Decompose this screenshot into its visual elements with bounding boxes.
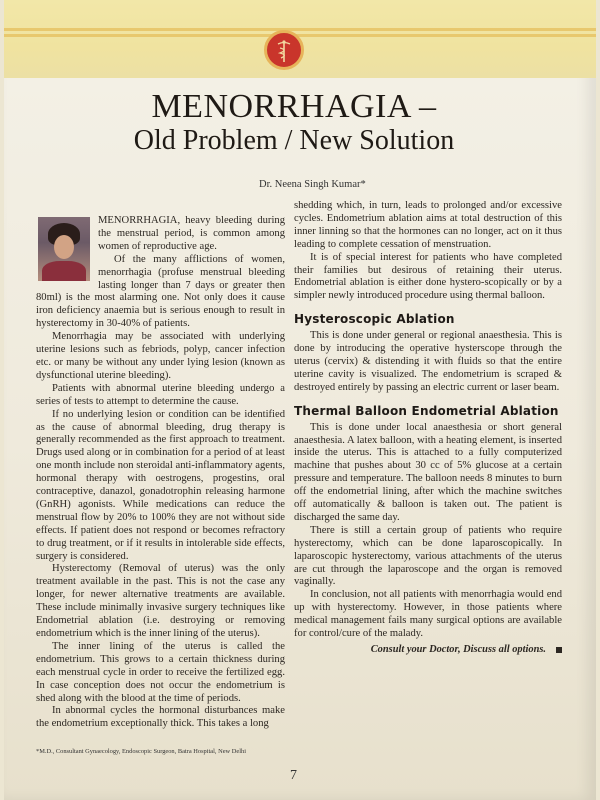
caduceus-icon (275, 39, 293, 63)
closing-text: Consult your Doctor, Discuss all options. (370, 644, 546, 655)
section-heading: Hysteroscopic Ablation (294, 312, 455, 327)
left-column (36, 215, 285, 731)
closing-line (294, 644, 562, 657)
band-stripe (4, 28, 596, 31)
page-number: 7 (290, 768, 297, 783)
paragraph: This is done under general or regional anaesthesia. This is done by introducing the operative hysterscope through the uterus (cervix) & distending it with fluids so that the entire uterine cavity is visualized. The endometrium is scraped & destroyed entirely by passing an electric current or laser beam. (294, 330, 562, 393)
right-column (294, 200, 562, 657)
photo-body (42, 261, 86, 281)
author-footnote: *M.D., Consultant Gynaecology, Endoscopic Surgeon, Batra Hospital, New Delhi (36, 748, 246, 755)
paragraph: shedding which, in turn, leads to prolonged and/or excessive cycles. Endometrium ablation aims at total destruction of this inner linning so that the hormones can no longer, act on it thus leading to complete cessation of menstruation. (294, 200, 562, 250)
band-stripe (4, 34, 596, 37)
author-byline: Dr. Neena Singh Kumar* (259, 179, 366, 190)
paragraph: Of the many afflictions of women, menorrhagia (profuse menstrual bleeding lasting longer than 7 days or greater then 80ml) is the most alarming one. Not only does it cause iron deficiency anaemia but is serious enough to result in hysterectomy in 30-40% of patients. (36, 253, 285, 330)
author-photo (38, 217, 90, 281)
paragraph: MENORRHAGIA, heavy bleeding during the menstrual period, is common among women of reproductive age. (98, 215, 285, 252)
paragraph: Patients with abnormal uterine bleeding undergo a series of tests to attempt to determine the cause. (36, 382, 285, 407)
paragraph: There is still a certain group of patients who require hysterectomy, which can be done laparoscopically. In laparoscopic hysterectomy, various attachments of the uterus are cut through the laparoscope and the organ is removed vaginally. (294, 524, 562, 588)
paragraph: In conclusion, not all patients with menorrhagia would end up with hysterectomy. However, in those patients where medical management fails many surgical options are available for control/cure of the malady. (294, 589, 562, 640)
paragraph: If no underlying lesion or condition can be identified as the cause of abnormal bleeding, drug therapy is generally recommended as the first approach to treatment. Drugs used along or in combination for a period of at least one month include non steroidal anti-inflammatory agents, hormonal therapy with oestrogens, progestins, oral contraceptive, danazol, gonadotrophin releasing harmone (GnRH) agonists. While medications can reduce the menstrual flow by 20% to 100% they are not without side effects. If patient does not respond or becomes refractory to drug treatment, or if it results in intolerable side effects, surgery is considered. (36, 408, 285, 562)
article-subtitle: Old Problem / New Solution (133, 125, 455, 156)
paragraph: This is done under local anaesthesia or short general anaesthesia. A latex balloon, with a heating element, is inserted inside the uterus. This is attached to a fully computerized machine that pushes about 30 cc of 5% glucose at a certain pressure and temperature. The balloon needs 8 minutes to burn off the endometrial lining, after which the machine switches off automatically & balloon is taken out. The patient is discharged the same day. (294, 421, 562, 523)
section-heading: Thermal Balloon Endometrial Ablation (294, 403, 559, 418)
paragraph: Menorrhagia may be associated with underlying uterine lesions such as febriods, polyp, cancer infection etc. or many be without any under lying lesion (known as dysfunctional uterine bleeding). (36, 331, 285, 381)
photo-face (54, 235, 74, 259)
paragraph: Hysterectomy (Removal of uterus) was the only treatment available in the past. This is not the case any longer, for newer alternative treatments are available. These include minimally invasive surgery techniques like Endometrial ablation (i.e. destroying or removing endometrium which is the inner lining of the uterus). (36, 563, 285, 639)
paragraph: In abnormal cycles the hormonal disturbances make the endometrium exceptionally thick. This takes a long (36, 705, 285, 730)
paragraph: The inner lining of the uterus is called the endometrium. This grows to a certain thickness during each menstrual cycle in order to receive the fertilized egg. In case conception does not occur the endometrium is shed along with the blood at the time of periods. (36, 640, 285, 704)
paragraph: It is of special interest for patients who have completed their families but desirous of retaining their uterus. Endometrial ablation is either done hystero-scopically or by a simpler newly introduced procedure using thermal balloon. (294, 251, 562, 302)
magazine-page (4, 0, 596, 800)
article-title: MENORRHAGIA – (151, 88, 437, 125)
medical-emblem (264, 30, 304, 70)
end-mark (556, 647, 562, 653)
